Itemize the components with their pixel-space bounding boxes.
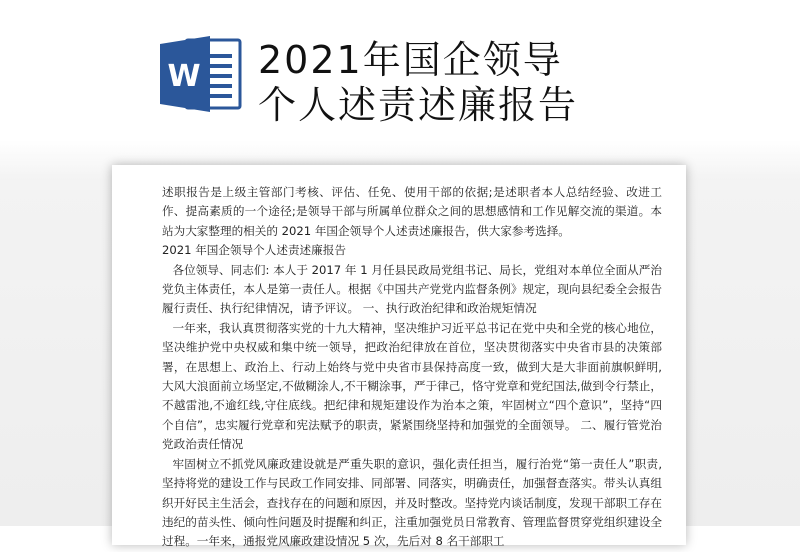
title-line-1: 2021年国企领导 — [258, 38, 563, 82]
word-document-icon — [160, 34, 244, 114]
header — [0, 0, 800, 160]
paragraph-heading: 2021 年国企领导个人述责述廉报告 — [162, 243, 346, 258]
paragraph-party-governance: 牢固树立不抓党风廉政建设就是严重失职的意识，强化责任担当，履行治党“第一责任人”职责, 坚持将党的建设工作与民政工作同安排、同部署、同落实，明确责任，加强督查落实。带头认真组织开好民主生活会，查找存在的问题和原因，并及时整改。坚持党内谈话制度，发现干部职工存在违纪的苗头性、倾向性问题及时提醒和纠正，注重加强党员日常教育、管理监督贯穿党组织建设全过程。一年来，通报党风廉政建设情况 5 次，先后对 8 名干部职工 — [162, 456, 662, 549]
paragraph-political-discipline: 一年来，我认真贯彻落实党的十九大精神，坚决维护习近平总书记在党中央和全党的核心地位，坚决维护党中央权威和集中统一领导，把政治纪律放在首位，坚决贯彻落实中央省市县的决策部署，在思想上、政治上、行动上始终与党中央省市县保持高度一致，做到大是大非面前旗帜鲜明,大风大浪面前立场坚定,不做糊涂人,不干糊涂事，严于律己，恪守党章和党纪国法,做到令行禁止，不越雷池,不逾红线,守住底线。把纪律和规矩建设作为治本之策，牢固树立“四个意识”，坚持“四个自信”，忠实履行党章和宪法赋予的职责，紧紧围绕坚持和加强党的全面领导。 二、履行管党治党政治责任情况 — [162, 320, 662, 452]
page-title — [258, 38, 578, 128]
document-body — [162, 183, 662, 552]
title-line-2: 个人述责述廉报告 — [258, 83, 579, 127]
svg-text:W: W — [167, 59, 201, 94]
paragraph-greeting: 各位领导、同志们: 本人于 2017 年 1 月任县民政局党组书记、局长，党组对本单位全面从严治党负主体责任，本人是第一责任人。根据《中国共产党党内监督条例》规定，现向县纪委全会报告履行责任、执行纪律情况，请予评议。 一、执行政治纪律和政治规矩情况 — [162, 262, 662, 316]
paragraph-intro: 述职报告是上级主管部门考核、评估、任免、使用干部的依据;是述职者本人总结经验、改进工作、提高素质的一个途径;是领导干部与所属单位群众之间的思想感情和工作见解交流的渠道。本站为大家整理的相关的 2021 年国企领导个人述责述廉报告，供大家参考选择。 — [162, 185, 662, 238]
